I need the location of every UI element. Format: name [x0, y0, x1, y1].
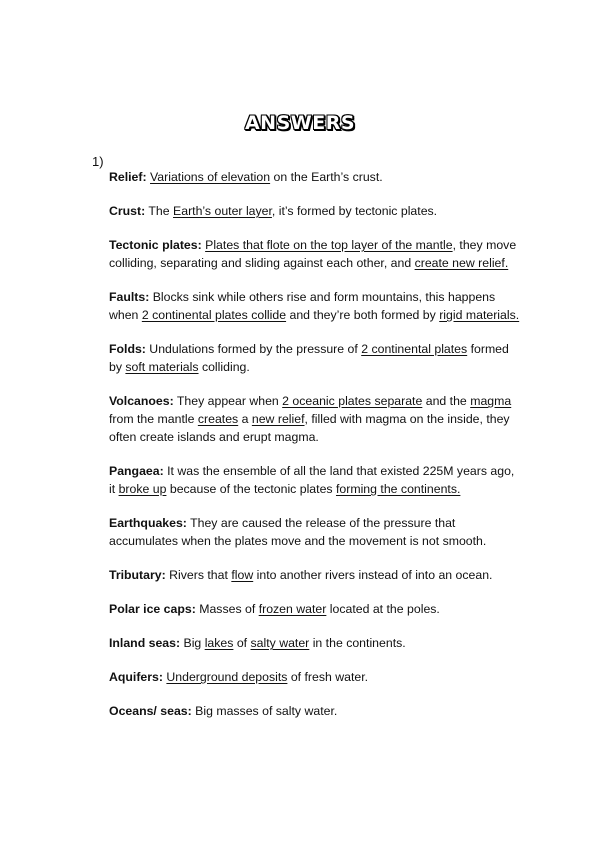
definition-text: , filled with magma on the inside, they often create islands and erupt magma. — [109, 412, 510, 444]
underlined-key-phrase: Variations of elevation — [150, 170, 271, 184]
underlined-key-phrase: Earth’s outer layer — [173, 204, 272, 218]
definition-text: of fresh water. — [287, 670, 369, 684]
definition-text: They appear when — [173, 394, 283, 408]
definition-text: , it’s formed by tectonic plates. — [271, 204, 438, 218]
definition-text: into another rivers instead of into an ocean. — [253, 568, 493, 582]
definition-list — [109, 168, 523, 736]
definition-term: Pangaea: — [109, 464, 164, 478]
page-title: ANSWERS — [244, 112, 356, 134]
definition-text: The — [145, 204, 174, 218]
underlined-key-phrase: salty water — [250, 636, 310, 650]
definition-entry — [109, 462, 523, 498]
definition-text: on the Earth’s crust. — [270, 170, 383, 184]
definition-text: Masses of — [195, 602, 259, 616]
definition-text: located at the poles. — [326, 602, 440, 616]
definition-entry — [109, 634, 523, 652]
definition-text: from the mantle — [109, 412, 198, 426]
definition-entry — [109, 340, 523, 376]
definition-entry — [109, 392, 523, 446]
underlined-key-phrase: 2 continental plates collide — [141, 308, 287, 322]
underlined-key-phrase: new relief — [251, 412, 305, 426]
definition-term: Faults: — [109, 290, 150, 304]
definition-text: a — [238, 412, 252, 426]
definition-text: and the — [422, 394, 471, 408]
definition-entry — [109, 202, 523, 220]
underlined-key-phrase: frozen water — [258, 602, 327, 616]
underlined-key-phrase: rigid materials. — [439, 308, 520, 322]
underlined-key-phrase: soft materials — [125, 360, 199, 374]
definition-term: Earthquakes: — [109, 516, 187, 530]
definition-term: Crust: — [109, 204, 146, 218]
underlined-key-phrase: magma — [470, 394, 512, 408]
definition-text: in the continents. — [309, 636, 406, 650]
underlined-key-phrase: forming the continents. — [335, 482, 461, 496]
definition-term: Inland seas: — [109, 636, 181, 650]
underlined-key-phrase: creates — [197, 412, 239, 426]
definition-text: They are caused the release of the pressure that accumulates when the plates move and the movement is not smooth. — [109, 516, 487, 548]
definition-entry — [109, 668, 523, 686]
definition-entry — [109, 702, 523, 720]
definition-entry — [109, 566, 523, 584]
underlined-key-phrase: 2 oceanic plates separate — [282, 394, 423, 408]
definition-term: Oceans/ seas: — [109, 704, 192, 718]
definition-entry — [109, 236, 523, 272]
underlined-key-phrase: lakes — [204, 636, 234, 650]
definition-text: Undulations formed by the pressure of — [145, 342, 362, 356]
definition-text: and they’re both formed by — [286, 308, 440, 322]
definition-text: Big masses of salty water. — [191, 704, 338, 718]
definition-text: formed by — [109, 342, 509, 374]
definition-text: colliding. — [198, 360, 250, 374]
question-number: 1) — [92, 154, 104, 169]
underlined-key-phrase: broke up — [118, 482, 167, 496]
definition-term: Tributary: — [109, 568, 166, 582]
definition-term: Relief: — [109, 170, 147, 184]
definition-text: of — [233, 636, 251, 650]
definition-text: It was the ensemble of all the land that existed 225M years ago, it — [109, 464, 515, 496]
definition-entry — [109, 600, 523, 618]
definition-entry — [109, 168, 523, 186]
definition-text: Blocks sink while others rise and form mountains, this happens when — [109, 290, 496, 322]
underlined-key-phrase: Plates that flote on the top layer of the mantle — [205, 238, 453, 252]
underlined-key-phrase: flow — [231, 568, 254, 582]
definition-term: Tectonic plates: — [109, 238, 202, 252]
definition-text: , they move colliding, separating and sliding against each other, and — [109, 238, 517, 270]
underlined-key-phrase: create new relief. — [414, 256, 509, 270]
definition-term: Folds: — [109, 342, 146, 356]
definition-text: Big — [180, 636, 205, 650]
underlined-key-phrase: 2 continental plates — [361, 342, 468, 356]
definition-entry — [109, 514, 523, 550]
definition-term: Polar ice caps: — [109, 602, 196, 616]
definition-term: Aquifers: — [109, 670, 163, 684]
definition-term: Volcanoes: — [109, 394, 174, 408]
definition-text: Rivers that — [165, 568, 232, 582]
definition-text: because of the tectonic plates — [166, 482, 336, 496]
underlined-key-phrase: Underground deposits — [166, 670, 288, 684]
definition-entry — [109, 288, 523, 324]
